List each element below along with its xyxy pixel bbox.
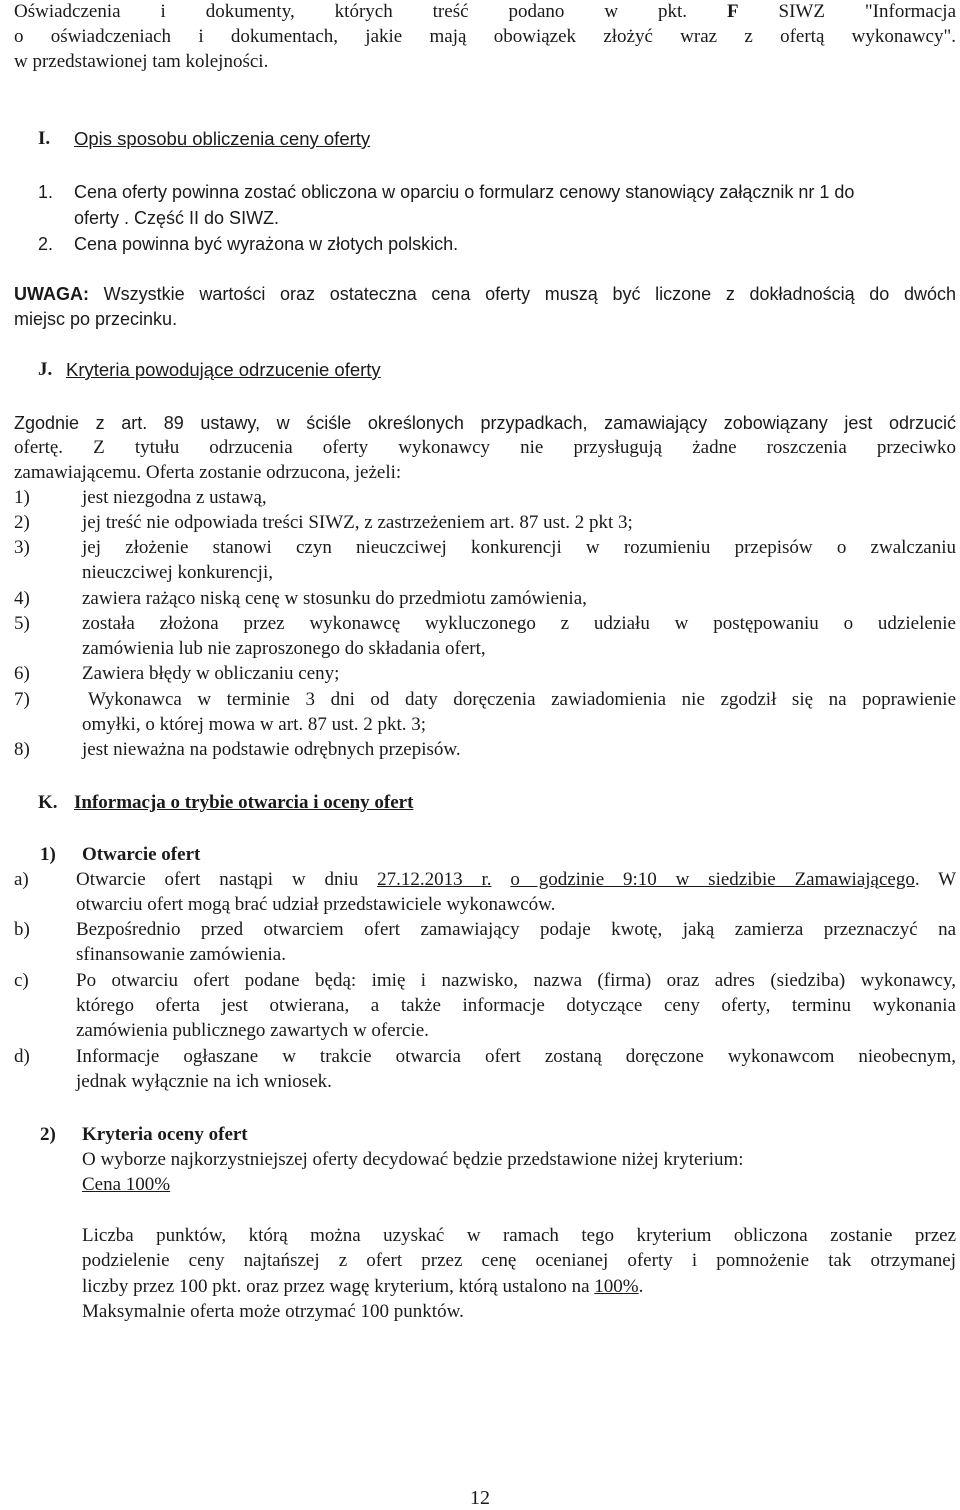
section-j-item-6-num: 6) [14,663,30,684]
sub1-c-line-3: zamówienia publicznego zawartych w ofercie. [76,1020,429,1041]
sub2-criterion: Cena 100% [82,1174,171,1195]
sub2-para-line-3 [82,1275,643,1299]
sub1-b-label: b) [14,919,30,940]
sub2-para-line-4: Maksymalnie oferta może otrzymać 100 punktów. [82,1301,464,1322]
section-j-item-8-num: 8) [14,739,30,760]
sub2-num: 2) [40,1124,56,1145]
section-k-title: Informacja o trybie otwarcia i oceny ofert [74,792,414,813]
section-k-letter: K. [38,792,58,813]
note-label: UWAGA: [14,284,89,304]
section-j-item-4-num: 4) [14,588,30,609]
word: których [334,1,393,22]
sub2-para-line-2: podzielenie ceny najtańszej z ofert przez cenę ocenianej oferty i pomnożenie tak otrzymanej [82,1250,956,1271]
section-i-item-1-num: 1. [38,182,54,202]
opening-suffix: . W [914,869,957,890]
sub2-title: Kryteria oceny ofert [82,1124,248,1145]
sub1-a-line-2: otwarciu ofert mogą brać udział przedstawiciele wykonawców. [76,894,556,915]
section-i-item-1-line-1: Cena oferty powinna zostać obliczona w oparciu o formularz cenowy stanowiący załącznik nr 1 do [74,182,855,202]
sub1-d-label: d) [14,1046,30,1067]
sub1-a-line-1 [76,868,956,892]
weight-prefix: liczby przez 100 pkt. oraz przez wagę kryterium, którą ustalono na [82,1276,590,1297]
sub1-b-line-2: sfinansowanie zamówienia. [76,944,286,965]
sub1-b-line-1: Bezpośrednio przed otwarciem ofert zamawiający podaje kwotę, jaką zamierza przeznaczyć na [76,919,956,940]
section-j-item-1-line-1: jest niezgodna z ustawą, [82,487,267,508]
intro-line-1 [14,0,956,24]
section-j-item-3-line-1: jej złożenie stanowi czyn nieuczciwej konkurencji w rozumieniu przepisów o zwalczaniu [82,537,956,558]
section-i-note-line-2: miejsc po przecinku. [14,309,178,329]
sub1-num: 1) [40,844,56,865]
intro-line-3: w przedstawionej tam kolejności. [14,51,269,72]
section-j-item-3-line-2: nieuczciwej konkurencji, [82,562,273,583]
section-j-letter: J. [38,359,53,380]
section-j-para-line-1: Zgodnie z art. 89 ustawy, w ściśle określonych przypadkach, zamawiający zobowiązany jest odrzucić [14,413,956,433]
weight-suffix: . [638,1276,644,1297]
section-i-note-line-1 [14,282,956,306]
section-j-item-7-line-2: omyłki, o której mowa w art. 87 ust. 2 pkt. 3; [82,714,427,735]
section-j-item-8-line-1: jest nieważna na podstawie odrębnych przepisów. [82,739,461,760]
section-j-item-7-num: 7) [14,689,30,710]
word: w [604,1,619,22]
word: treść [432,1,469,22]
opening-date: 27.12.2013 r. [377,869,492,890]
word: dokumenty, [205,1,295,22]
sub2-line-1: O wyborze najkorzystniejszej oferty decydować będzie przedstawione niżej kryterium: [82,1149,744,1170]
word: SIWZ [778,1,825,22]
sub1-d-line-2: jednak wyłącznie na ich wniosek. [76,1071,332,1092]
section-j-item-7-line-1: Wykonawca w terminie 3 dni od daty doręczenia zawiadomienia nie zgodził się na poprawienie [88,689,956,710]
section-j-item-5-num: 5) [14,613,30,634]
page-number: 12 [470,1487,490,1509]
section-j-item-5-line-1: została złożona przez wykonawcę wykluczonego z udziału w postępowaniu o udzielenie [82,613,956,634]
section-j-item-6-line-1: Zawiera błędy w obliczaniu ceny; [82,663,340,684]
section-j-para-line-2: ofertę. Z tytułu odrzucenia oferty wykonawcy nie przysługują żadne roszczenia przeciwko [14,437,956,458]
sub1-a-label: a) [14,869,29,890]
section-j-item-2-num: 2) [14,512,30,533]
section-j-item-1-num: 1) [14,487,30,508]
word: "Informacja [864,1,957,22]
section-i-letter: I. [38,128,51,149]
section-i-item-2-num: 2. [38,234,54,254]
word: Oświadczenia [14,1,121,22]
section-j-para-line-3: zamawiającemu. Oferta zostanie odrzucona, jeżeli: [14,462,402,483]
word: pkt. [658,1,688,22]
word: F [726,1,739,22]
sub1-title: Otwarcie ofert [82,844,201,865]
section-i-item-2-line-1: Cena powinna być wyrażona w złotych polskich. [74,234,459,254]
section-i-title: Opis sposobu obliczenia ceny oferty [74,128,371,149]
section-j-item-2-line-1: jej treść nie odpowiada treści SIWZ, z zastrzeżeniem art. 87 ust. 2 pkt 3; [82,512,633,533]
weight-percent: 100% [594,1276,639,1297]
word: i [160,1,166,22]
sub1-c-label: c) [14,970,29,991]
sub1-c-line-1: Po otwarciu ofert podane będą: imię i nazwisko, nazwa (firma) oraz adres (siedziba) wykonawcy, [76,970,956,991]
intro-line-2: o oświadczeniach i dokumentach, jakie mają obowiązek złożyć wraz z ofertą wykonawcy". [14,26,956,47]
section-j-title: Kryteria powodujące odrzucenie oferty [66,359,381,380]
section-j-item-3-num: 3) [14,537,30,558]
opening-place: o godzinie 9:10 w siedzibie Zamawiającego [510,869,915,890]
sub2-para-line-1: Liczba punktów, którą można uzyskać w ramach tego kryterium obliczona zostanie przez [82,1225,956,1246]
section-i-item-1-line-2: oferty . Część II do SIWZ. [74,208,280,228]
sub1-d-line-1: Informacje ogłaszane w trakcie otwarcia ofert zostaną doręczone wykonawcom nieobecnym, [76,1046,956,1067]
section-j-item-5-line-2: zamówienia lub nie zaproszonego do składania ofert, [82,638,486,659]
word: podano [508,1,565,22]
opening-prefix: Otwarcie ofert nastąpi w dniu [76,869,359,890]
sub1-c-line-2: którego oferta jest otwierana, a także informacje dotyczące ceny oferty, terminu wykonania [76,995,956,1016]
note-text: Wszystkie wartości oraz ostateczna cena oferty muszą być liczone z dokładnością do dwóch [103,284,956,304]
section-j-item-4-line-1: zawiera rażąco niską cenę w stosunku do przedmiotu zamówienia, [82,588,587,609]
